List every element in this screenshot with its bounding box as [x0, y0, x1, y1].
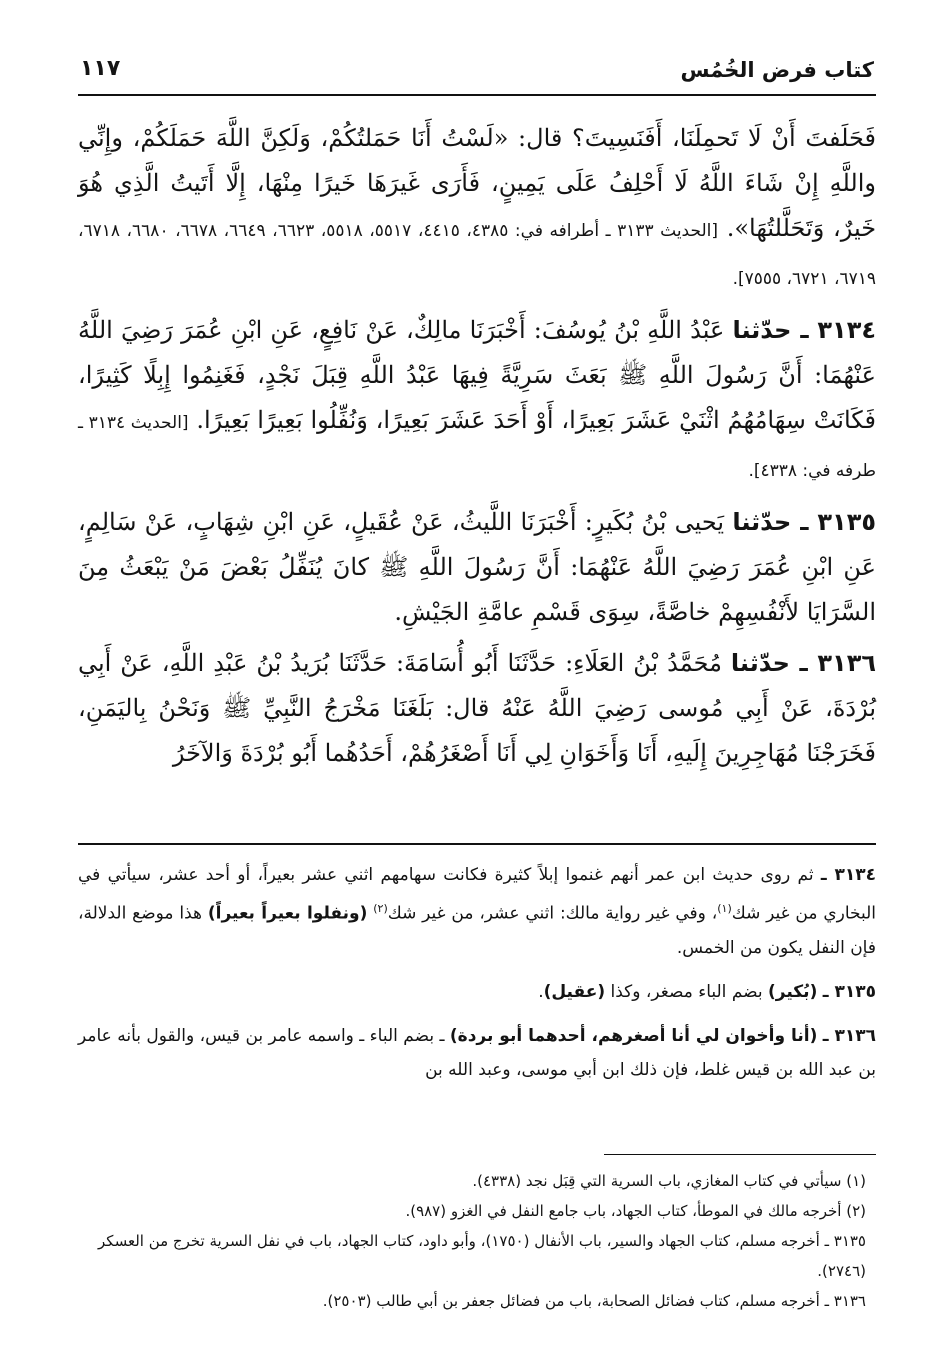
hadith-3134: [78, 308, 876, 494]
page-header: [78, 50, 876, 96]
page-number: ١١٧: [80, 56, 121, 81]
hadith-3135: [78, 500, 876, 635]
hadith-3136: [78, 641, 876, 776]
hadith-reference: [الحديث ٣١٣٤ ـ طرفه في: ٤٣٣٨].: [78, 413, 876, 481]
commentary-number: ٣١٣٦ ـ: [822, 1025, 877, 1046]
footnote: (١) سيأتي في كتاب المغازي، باب السرية التي قِبَل نجد (٤٣٣٨).: [472, 1172, 866, 1190]
commentary-text: ، وفي غير رواية مالك: اثني عشر، من غير شك: [387, 903, 718, 924]
commentary-quote: (أنا وأخوان لي أنا أصغرهم، أحدهما أبو بردة): [449, 1025, 818, 1046]
footnote-marker[interactable]: (١): [717, 902, 732, 915]
book-page: [78, 50, 876, 1330]
footnote: ٣١٣٦ ـ أخرجه مسلم، كتاب فضائل الصحابة، باب من فضائل جعفر بن أبي طالب (٢٥٠٣).: [322, 1292, 866, 1310]
commentary-text: هذا موضع الدلالة، فإن النفل يكون من الخمس.: [78, 903, 876, 958]
main-text: [78, 116, 876, 782]
commentary-divider: [78, 843, 876, 845]
hadith-text: عَبْدُ اللَّهِ بْنُ يُوسُفَ: أَخْبَرَنَا مالِكٌ، عَنْ نَافِعٍ، عَنِ ابْنِ عُمَرَ رَضِيَ اللَّهُ عَنْهُمَا: أَنَّ رَسُولَ اللَّهِ ﷺ بَعَثَ سَرِيَّةً فِيهَا عَبْدُ اللَّهِ قِبَلَ نَجْدٍ، فَغَنِمُوا إِبِلًا كَثِيرًا، فَكَانَتْ سِهَامُهُمُ اثْنَيْ عَشَرَ بَعِيرًا، أَوْ أَحَدَ عَشَرَ بَعِيرًا، وَنُفِّلُوا بَعِيرًا بَعِيرًا.: [78, 316, 876, 434]
commentary-text: بضم الباء مصغر، وكذا: [610, 981, 763, 1002]
hadith-number: ٣١٣٤ ـ حدّثنا: [732, 316, 876, 344]
commentary-quote: (ونفلوا بعيراً بعيراً): [207, 903, 368, 924]
commentary-text: .: [538, 981, 544, 1002]
hadith-text: مُحَمَّدُ بْنُ العَلَاءِ: حَدَّثَنَا أَبُو أُسَامَةَ: حَدَّثَنَا بُرَيدُ بْنُ عَبْدِ اللَّهِ، عَنْ أَبِي بُرْدَةَ، عَنْ أَبِي مُوسى رَضِيَ اللَّهُ عَنْهُ قال: بَلَغَنَا مَخْرَجُ النَّبِيِّ ﷺ وَنَحْنُ بِاليَمَنِ، فَخَرَجْنَا مُهَاجِرِينَ إِلَيهِ، أَنَا وَأَخَوَانِ لِي أَنَا أَصْغَرُهُمْ، أَحَدُهُما أَبُو بُرْدَةَ وَالآخَرُ: [78, 649, 877, 767]
hadith-reference: [الحديث ٣١٣٣ ـ أطرافه في: ٤٣٨٥، ٤٤١٥، ٥٥١٧، ٥٥١٨، ٦٦٢٣، ٦٦٤٩، ٦٦٧٨، ٦٦٨٠، ٦٧١٨، ٦٧١٩، ٦٧٢١، ٧٥٥٥].: [78, 221, 876, 289]
footnotes-divider: [604, 1154, 876, 1155]
commentary-quote: (عقيل): [543, 981, 606, 1002]
hadith-3133-continuation: [78, 116, 876, 302]
footnote: (٢) أخرجه مالك في الموطأ، كتاب الجهاد، باب جامع النفل في الغزو (٩٨٧).: [405, 1202, 866, 1220]
footnotes-section: [78, 1166, 876, 1316]
book-title: كتاب فرض الخُمُس: [680, 58, 874, 82]
footnote: ٣١٣٥ ـ أخرجه مسلم، كتاب الجهاد والسير، باب الأنفال (١٧٥٠)، وأبو داود، كتاب الجهاد، باب في نفل السرية تخرج من العسكر (٢٧٤٦).: [98, 1232, 866, 1280]
commentary-3134: [78, 858, 876, 965]
commentary-text: ثم روى حديث ابن عمر أنهم غنموا إبلاً كثيرة فكانت سهامهم اثني عشر بعيراً، أو أحد عشر، سيأتي في البخاري من غير شك: [78, 865, 877, 924]
hadith-text: يَحيى بْنُ بُكَيرٍ: أَخْبَرَنَا اللَّيثُ، عَنْ عُقَيلٍ، عَنِ ابْنِ شِهَابٍ، عَنْ سَالِمٍ، عَنِ ابْنِ عُمَرَ رَضِيَ اللَّهُ عَنْهُمَا: أَنَّ رَسُولَ اللَّهِ ﷺ كانَ يُنَفِّلُ بَعْضَ مَنْ يَبْعَثُ مِنَ السَّرَايَا لأَنْفُسِهِمْ خاصَّةً، سِوَى قَسْمِ عامَّةِ الجَيْشِ.: [78, 508, 876, 626]
commentary-3136: [78, 1019, 876, 1087]
commentary-text: ـ بضم الباء ـ واسمه عامر بن قيس، والقول بأنه عامر بن عبد الله بن قيس غلط، فإن ذلك ابن أبي موسى، وعبد الله بن: [78, 1025, 876, 1080]
commentary-section: [78, 858, 876, 1097]
footnote-marker[interactable]: (٢): [373, 902, 388, 915]
hadith-text: فَحَلَفتَ أَنْ لَا تَحمِلَنَا، أَفَنَسِيتَ؟ قال: «لَسْتُ أَنَا حَمَلتُكُمْ، وَلَكِنَّ اللَّهَ حَمَلَكُمْ، وإِنِّي واللَّهِ إِنْ شَاءَ اللَّهُ لَا أَحْلِفُ عَلَى يَمِينٍ، فَأَرَى غَيرَهَا خَيرًا مِنْهَا، إِلَّا أَتَيتُ الَّذِي هُوَ خَيرٌ، وَتَحَلَّلتُهَا».: [78, 124, 877, 242]
hadith-number: ٣١٣٥ ـ حدّثنا: [732, 508, 876, 536]
commentary-3135: [78, 975, 876, 1009]
commentary-number: ٣١٣٤ ـ: [820, 865, 876, 885]
commentary-number: ٣١٣٥ ـ: [822, 981, 876, 1002]
hadith-number: ٣١٣٦ ـ حدّثنا: [730, 649, 876, 677]
commentary-quote: (بُكير): [768, 981, 818, 1002]
